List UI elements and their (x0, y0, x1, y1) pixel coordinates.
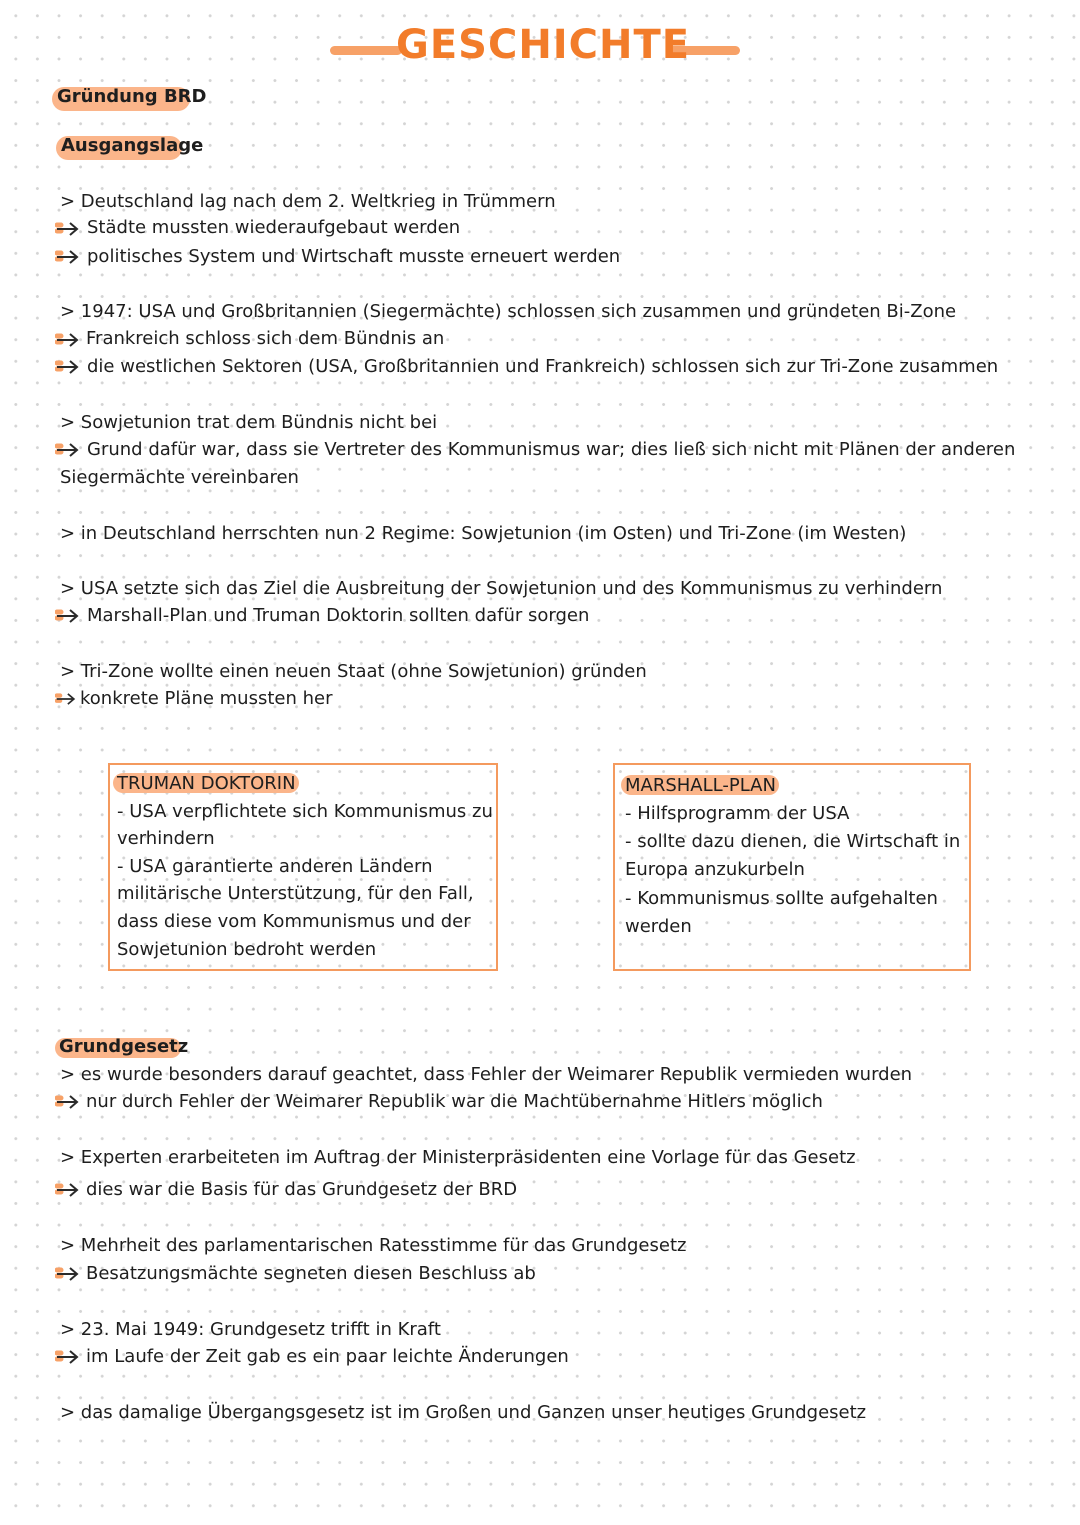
note-line: die westlichen Sektoren (USA, Großbritannien und Frankreich) schlossen sich zur Tri-Zone zusammen (87, 356, 999, 377)
section-subheading: Ausgangslage (61, 135, 204, 156)
section-heading: Gründung BRD (57, 86, 207, 107)
note-line: > es wurde besonders darauf geachtet, dass Fehler der Weimarer Republik vermieden wurden (60, 1064, 913, 1085)
note-line: Marshall-Plan und Truman Doktorin sollten dafür sorgen (87, 605, 590, 626)
right-arrow-icon (55, 1348, 83, 1366)
truman-title: TRUMAN DOKTORIN (117, 773, 296, 794)
note-line: Besatzungsmächte segneten diesen Beschluss ab (86, 1263, 536, 1284)
page-title-block (330, 14, 740, 74)
right-arrow-icon (55, 1181, 83, 1199)
note-line: Frankreich schloss sich dem Bündnis an (86, 328, 445, 349)
note-line: > 1947: USA und Großbritannien (Siegermächte) schlossen sich zusammen und gründeten Bi-Zone (60, 301, 957, 322)
note-line: Städte mussten wiederaufgebaut werden (87, 217, 461, 238)
note-line: nur durch Fehler der Weimarer Republik war die Machtübernahme Hitlers möglich (86, 1091, 823, 1112)
title-bar-left (330, 46, 402, 55)
marshall-line: Europa anzukurbeln (625, 859, 805, 880)
section-heading: Grundgesetz (59, 1036, 189, 1057)
marshall-line: werden (625, 916, 692, 937)
note-line: > USA setzte sich das Ziel die Ausbreitung der Sowjetunion und des Kommunismus zu verhindern (60, 578, 943, 599)
note-line: > das damalige Übergangsgesetz ist im Großen und Ganzen unser heutiges Grundgesetz (60, 1402, 867, 1423)
note-line: Siegermächte vereinbaren (60, 467, 299, 488)
marshall-line: - sollte dazu dienen, die Wirtschaft in (625, 831, 961, 852)
note-line: politisches System und Wirtschaft musste erneuert werden (87, 246, 621, 267)
right-arrow-icon (55, 690, 79, 708)
marshall-line: - Kommunismus sollte aufgehalten (625, 888, 938, 909)
note-line: > Deutschland lag nach dem 2. Weltkrieg in Trümmern (60, 191, 556, 212)
right-arrow-icon (55, 1093, 83, 1111)
truman-line: militärische Unterstützung, für den Fall, (117, 883, 474, 904)
right-arrow-icon (55, 1265, 83, 1283)
note-line: > Mehrheit des parlamentarischen Ratesstimme für das Grundgesetz (60, 1235, 687, 1256)
truman-line: dass diese vom Kommunismus und der (117, 911, 471, 932)
truman-line: verhindern (117, 828, 215, 849)
right-arrow-icon (55, 331, 83, 349)
note-line: dies war die Basis für das Grundgesetz der BRD (86, 1179, 518, 1200)
right-arrow-icon (55, 441, 83, 459)
note-line: > Experten erarbeiteten im Auftrag der Ministerpräsidenten eine Vorlage für das Gesetz (60, 1147, 856, 1168)
page-title: GESCHICHTE (396, 22, 691, 68)
note-line: konkrete Pläne mussten her (80, 688, 333, 709)
right-arrow-icon (55, 220, 83, 238)
right-arrow-icon (55, 248, 83, 266)
note-line: Grund dafür war, dass sie Vertreter des Kommunismus war; dies ließ sich nicht mit Plänen der anderen (87, 439, 1016, 460)
truman-line: - USA garantierte anderen Ländern (117, 856, 433, 877)
note-line: > Tri-Zone wollte einen neuen Staat (ohne Sowjetunion) gründen (60, 661, 647, 682)
note-line: > 23. Mai 1949: Grundgesetz trifft in Kraft (60, 1319, 441, 1340)
note-line: > in Deutschland herrschten nun 2 Regime: Sowjetunion (im Osten) und Tri-Zone (im Westen) (60, 523, 907, 544)
right-arrow-icon (55, 358, 83, 376)
marshall-line: - Hilfsprogramm der USA (625, 803, 850, 824)
note-line: im Laufe der Zeit gab es ein paar leichte Änderungen (86, 1346, 569, 1367)
note-line: > Sowjetunion trat dem Bündnis nicht bei (60, 412, 438, 433)
marshall-title: MARSHALL-PLAN (625, 775, 776, 796)
truman-line: - USA verpflichtete sich Kommunismus zu (117, 801, 493, 822)
right-arrow-icon (55, 607, 83, 625)
truman-line: Sowjetunion bedroht werden (117, 939, 377, 960)
